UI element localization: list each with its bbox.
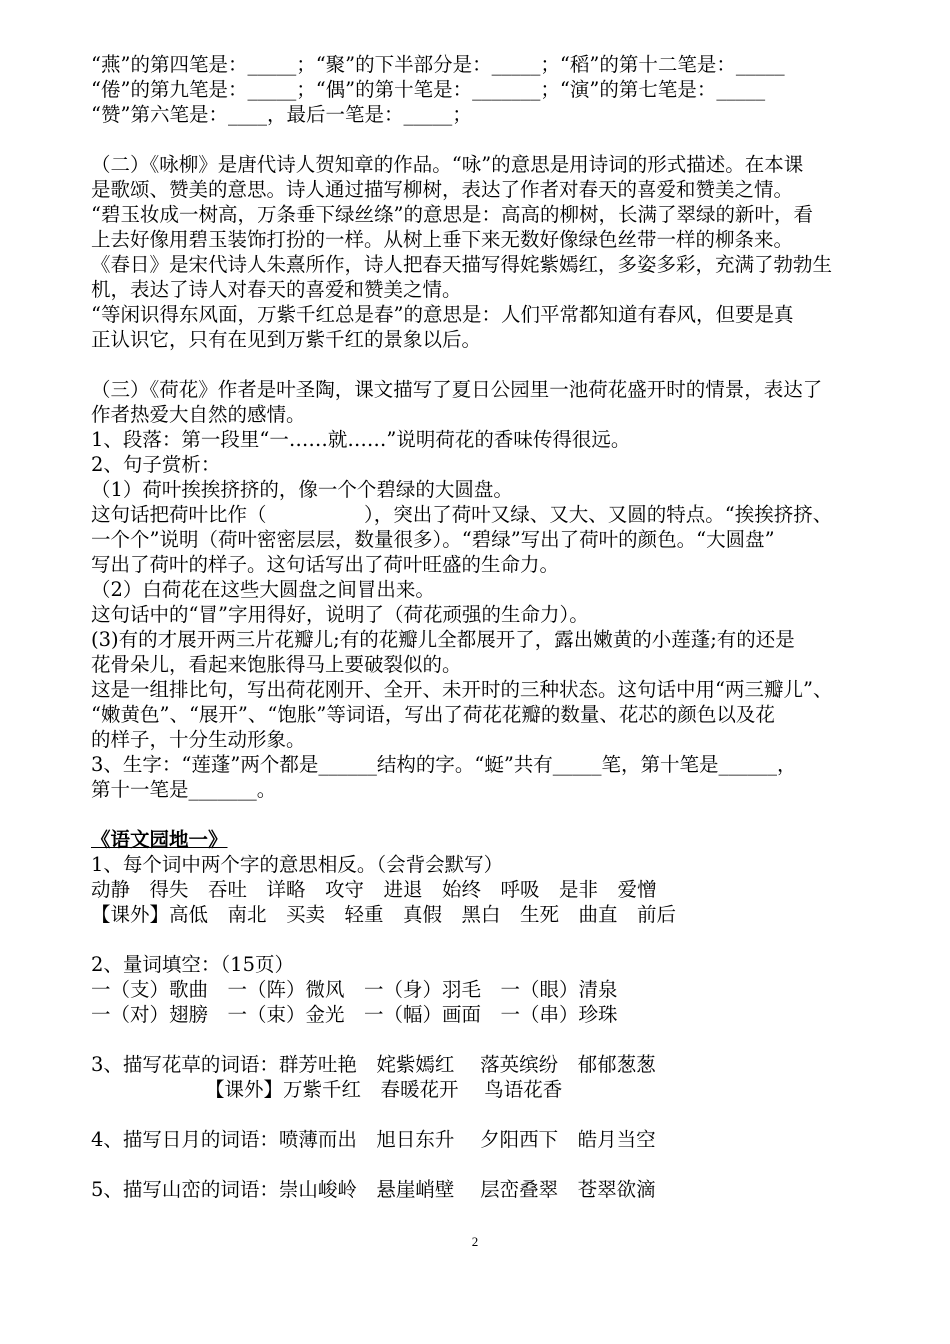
flower-words: 3、描写花草的词语：群芳吐艳 姹紫嫣红 落英缤纷 郁郁葱葱 (91, 1053, 656, 1076)
text-line: 一个个”说明（荷叶密密层层，数量很多）。“碧绿”写出了荷叶的颜色。“大圆盘” (91, 528, 775, 551)
text-line: 花骨朵儿，看起来饱胀得马上要破裂似的。 (91, 653, 462, 676)
mountain-words: 5、描写山峦的词语：崇山峻岭 悬崖峭壁 层峦叠翠 苍翠欲滴 (91, 1178, 656, 1201)
section-two (91, 152, 911, 352)
text-line: “倦”的第九笔是：_____；“偶”的第十笔是：_______；“演”的第七笔是：_____ (91, 78, 766, 101)
text-line: “嫩黄色”、“展开”、“饱胀”等词语，写出了荷花花瓣的数量、花芯的颜色以及花 (91, 703, 775, 726)
text-line: 这句话中的“冒”字用得好，说明了（荷花顽强的生命力）。 (91, 603, 589, 626)
text-line: “碧玉妆成一树高，万条垂下绿丝绦”的意思是：高高的柳树，长满了翠绿的新叶，看 (91, 203, 813, 226)
text-line: “赞”第六笔是：____，最后一笔是：_____； (91, 103, 472, 126)
text-line: 上去好像用碧玉装饰打扮的一样。从树上垂下来无数好像绿色丝带一样的柳条来。 (91, 228, 794, 251)
text-line: “燕”的第四笔是：_____；“聚”的下半部分是：_____；“稻”的第十二笔是：_____ (91, 53, 785, 76)
text-line: (3)有的才展开两三片花瓣儿;有的花瓣儿全都展开了，露出嫩黄的小莲蓬;有的还是 (91, 628, 795, 651)
text-line: 第十一笔是_______。 (91, 778, 277, 801)
measure-word-line: 一（支）歌曲 一（阵）微风 一（身）羽毛 一（眼）清泉 (91, 978, 618, 1001)
text-line: 这句话把荷叶比作（ ），突出了荷叶又绿、又大、又圆的特点。“挨挨挤挤、 (91, 503, 833, 526)
text-line: 2、句子赏析： (91, 453, 221, 476)
text-line: （2）白荷花在这些大圆盘之间冒出来。 (91, 578, 435, 601)
text-line: 1、段落：第一段里“一……就……”说明荷花的香味传得很远。 (91, 428, 631, 451)
word-list: 动静 得失 吞吐 详略 攻守 进退 始终 呼吸 是非 爱憎 (91, 878, 657, 901)
text-line: （二）《咏柳》是唐代诗人贺知章的作品。“咏”的意思是用诗词的形式描述。在本课 (91, 153, 804, 176)
document-page (91, 52, 911, 1202)
sun-moon-words: 4、描写日月的词语：喷薄而出 旭日东升 夕阳西下 皓月当空 (91, 1128, 656, 1151)
text-line: 3、生字：“莲蓬”两个都是______结构的字。“蜓”共有_____笔，第十笔是______， (91, 753, 797, 776)
stroke-questions (91, 52, 911, 127)
text-line: 这是一组排比句，写出荷花刚开、全开、未开时的三种状态。这句话中用“两三瓣儿”、 (91, 678, 833, 701)
text-line: 是歌颂、赞美的意思。诗人通过描写柳树，表达了作者对春天的喜爱和赞美之情。 (91, 178, 794, 201)
text-line: 正认识它，只有在见到万紫千红的景象以后。 (91, 328, 482, 351)
text-line: 机，表达了诗人对春天的喜爱和赞美之情。 (91, 278, 462, 301)
flower-words-extra: 【课外】万紫千红 春暖花开 鸟语花香 (205, 1078, 563, 1101)
text-line: 《春日》是宋代诗人朱熹所作，诗人把春天描写得姹紫嫣红，多姿多彩，充满了勃勃生 (91, 253, 833, 276)
text-line: （1）荷叶挨挨挤挤的，像一个个碧绿的大圆盘。 (91, 478, 513, 501)
garden-section (91, 827, 911, 1202)
page-number: 2 (471, 1234, 479, 1249)
text-line: 的样子，十分生动形象。 (91, 728, 306, 751)
text-line: 写出了荷叶的样子。这句话写出了荷叶旺盛的生命力。 (91, 553, 560, 576)
text-line: 作者热爱大自然的感情。 (91, 403, 306, 426)
section-title: 《语文园地一》 (91, 828, 228, 851)
section-three (91, 377, 911, 802)
word-list-extra: 【课外】高低 南北 买卖 轻重 真假 黑白 生死 曲直 前后 (91, 903, 677, 926)
text-line: （三）《荷花》作者是叶圣陶，课文描写了夏日公园里一池荷花盛开时的情景，表达了 (91, 378, 823, 401)
item-heading: 2、量词填空：（15页） (91, 953, 294, 976)
item-heading: 1、每个词中两个字的意思相反。（会背会默写） (91, 853, 504, 876)
text-line: “等闲识得东风面，万紫千红总是春”的意思是：人们平常都知道有春风，但要是真 (91, 303, 794, 326)
measure-word-line: 一（对）翅膀 一（束）金光 一（幅）画面 一（串）珍珠 (91, 1003, 618, 1026)
